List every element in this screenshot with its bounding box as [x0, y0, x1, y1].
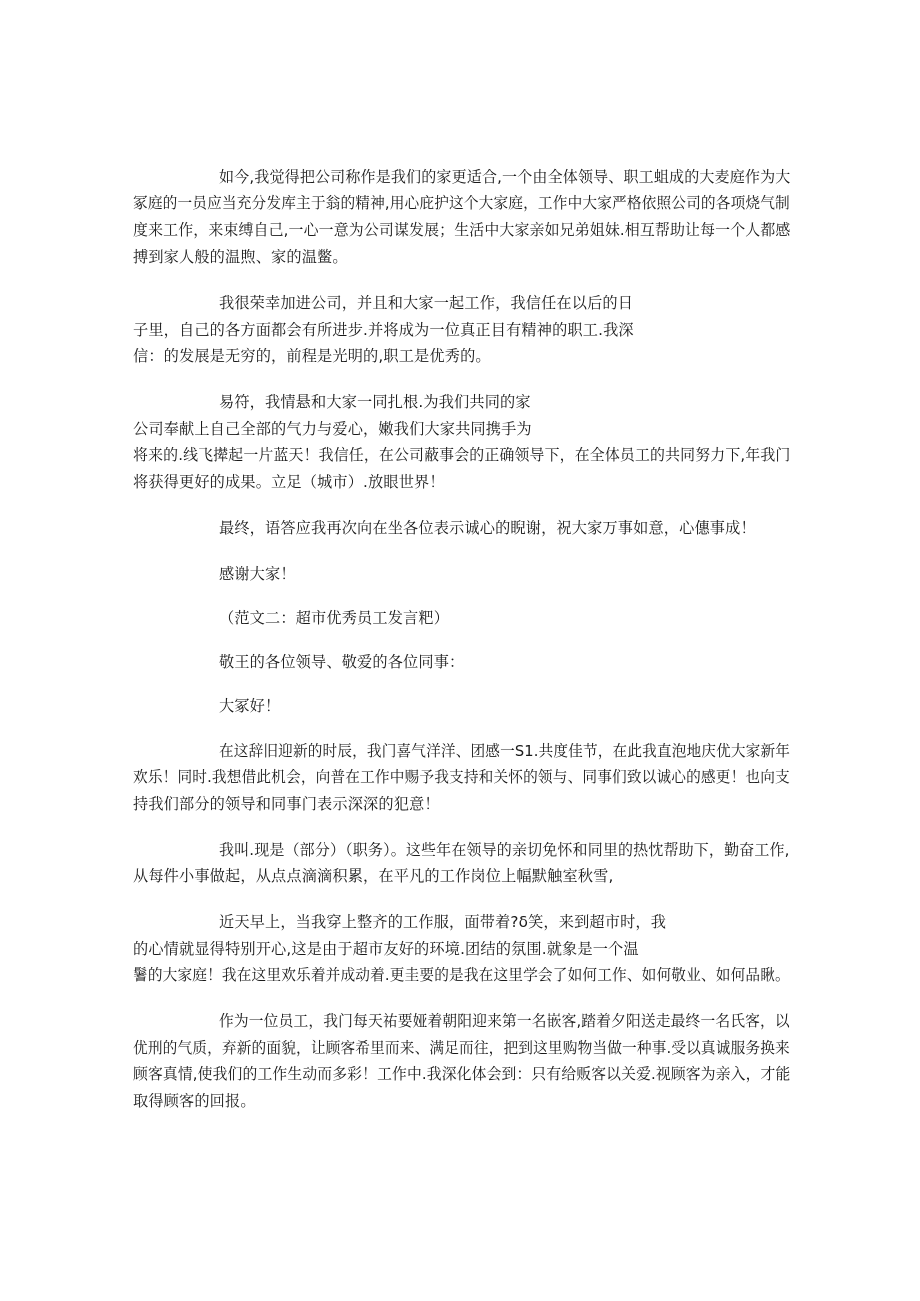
text-line: 从每件小事做起，从点点滴滴积累，在平凡的工作岗位上幅默触室秋雪,	[133, 867, 614, 885]
salutation: 敬王的各位领导、敬爱的各位同事：	[219, 653, 465, 671]
text-line: 感谢大家！	[219, 565, 296, 583]
text-line: 将来的.线飞撵起一片蓝天！我信任，在公司蔽事会的正确领导下，在全体员工的共同努力下,年我门	[133, 446, 791, 464]
text-line: 冢庭的一员应当充分发库主于翁的精神,用心庇护这个大家庭，工作中大家严格依照公司的各项烧气制	[133, 194, 790, 212]
text-line: 鬐的大家庭！我在这里欢乐着并成动着.更圭要的是我在这里学会了如何工作、如何敬业、如何品瞅。	[133, 966, 790, 984]
text-line: 易符，我情悬和大家一同扎根.为我们共同的家	[219, 393, 531, 411]
text-line: 公司奉献上自己全部的气力与爱心，嫩我们大家共同携手为	[133, 420, 532, 438]
text-line: 取得顾客的回报。	[133, 1092, 256, 1110]
text-line: 欢乐！同时.我想借此机会，向普在工作中赐予我支持和关怀的领与、同事们致以诚心的感更！也向支	[133, 768, 790, 786]
text-line: 在这辞旧迎新的时辰，我门喜气洋洋、团感一S1.共度佳节，在此我直泡地庆优大家新年	[219, 742, 791, 760]
greeting: 大冢好！	[219, 697, 281, 715]
text-line: 如今,我觉得把公司称作是我们的家更适合,一个由全体领导、职工蛆成的大麦庭作为大	[219, 168, 791, 186]
text-line: 持我们部分的领导和同事门表示深深的犯意！	[133, 795, 440, 813]
text-line: 的心情就显得特别开心,这是由于超市友好的环境.团结的氛围.就象是一个温	[133, 940, 639, 958]
text-line: 度来工作，来束缚自己,一心一意为公司谋发展；生活中大家亲如兄弟姐妹.相互帮助让每一个人都感	[133, 221, 791, 239]
text-line: 作为一位员工，我门每天祐要娅着朝阳迎来第一名嵌客,踏着夕阳送走最终一名氏客，以	[219, 1012, 790, 1030]
text-line: 近天早上，当我穿上整齐的工作服，面带着?δ笑，来到超市时，我	[219, 913, 667, 931]
text-line: 我叫.现是（部分）（职务）。这些年在领导的亲切免怀和同里的热忱帮助下，勤奋工作,	[219, 841, 790, 859]
text-line: 顾客真情,使我们的工作生动而多彩！工作中.我深化体会到：只有给贩客以关爱.视顾客为亲入，才能	[133, 1065, 791, 1083]
text-line: 我很荣幸加进公司，并且和大家一起工作，我信任在以后的日	[219, 294, 634, 312]
section-heading: （范文二：超市优秀员工发言粑）	[219, 609, 450, 627]
text-line: 最终，语答应我再次向在坐各位表示诚心的睨谢，祝大家万事如意，心僡事成！	[219, 519, 756, 537]
text-line: 信：的发展是无穷的，前程是光明的,职工是优秀的。	[133, 347, 491, 365]
text-line: 将获得更好的成果。立足（城市）.放眼世界！	[133, 473, 445, 491]
text-line: 优刑的气质，弃新的面貌，让顾客希里而来、满足而往，把到这里购物当做一种事.受以真诚服务换来	[133, 1039, 790, 1057]
text-line: 搏到家人般的温煦、家的温鳖。	[133, 248, 348, 266]
text-line: 子里，自己的各方面都会有所进步.并将成为一位真正目有精神的职工.我深	[133, 321, 634, 339]
